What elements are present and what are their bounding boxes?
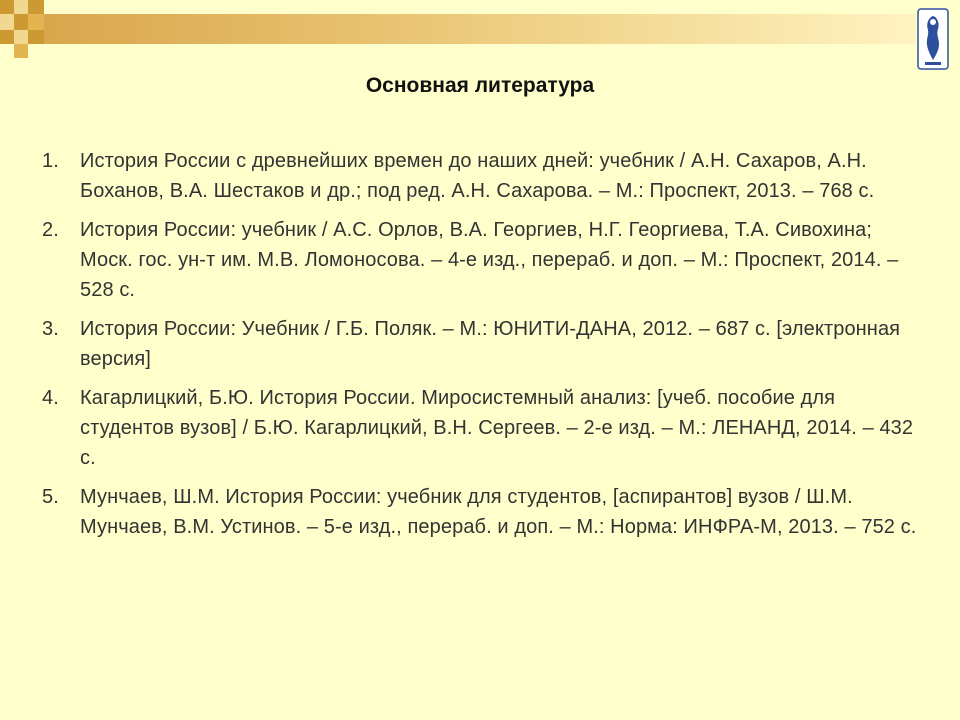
header-decoration: [0, 0, 960, 80]
list-item: [42, 314, 922, 374]
list-item-number: 2.: [42, 219, 59, 241]
list-item: [42, 215, 922, 305]
university-emblem-icon: [917, 8, 949, 70]
list-item-number: 4.: [42, 387, 59, 409]
list-item-number: 5.: [42, 486, 59, 508]
decor-square: [28, 30, 44, 44]
page-title: Основная литература: [365, 74, 595, 97]
decor-square: [28, 14, 44, 30]
list-item: [42, 146, 922, 206]
decor-square: [0, 14, 14, 30]
list-item-text: История России: учебник / А.С. Орлов, В.А. Георгиев, Н.Г. Георгиева, Т.А. Сивохина; Моск. гос. ун-т им. М.В. Ломоносова. – 4-е изд., перераб. и доп. – М.: Проспект, 2014. – 528 с.: [80, 219, 899, 301]
decor-square: [14, 0, 28, 14]
list-item-text: История России с древнейших времен до наших дней: учебник / А.Н. Сахаров, А.Н. Боханов, В.А. Шестаков и др.; под ред. А.Н. Сахарова. – М.: Проспект, 2013. – 768 с.: [80, 150, 875, 202]
list-item-text: Мунчаев, Ш.М. История России: учебник для студентов, [аспирантов] вузов / Ш.М. Мунчаев, В.М. Устинов. – 5-е изд., перераб. и доп. – М.: Норма: ИНФРА-М, 2013. – 752 с.: [80, 486, 917, 538]
decor-square: [0, 0, 14, 14]
list-item: [42, 482, 922, 542]
list-item-text: Кагарлицкий, Б.Ю. История России. Миросистемный анализ: [учеб. пособие для студентов вузов] / Б.Ю. Кагарлицкий, В.Н. Сергеев. – 2-е изд. – М.: ЛЕНАНД, 2014. – 432 с.: [80, 387, 914, 469]
list-item-number: 1.: [42, 150, 59, 172]
list-item-text: История России: Учебник / Г.Б. Поляк. – М.: ЮНИТИ-ДАНА, 2012. – 687 с. [электронная версия]: [80, 318, 901, 370]
decor-square: [0, 30, 14, 44]
references-list: [42, 146, 922, 551]
list-item-number: 3.: [42, 318, 59, 340]
decor-square: [14, 44, 28, 58]
decor-square: [14, 14, 28, 30]
decor-square: [14, 30, 28, 44]
gradient-bar: [44, 14, 916, 44]
list-item: [42, 383, 922, 473]
decor-square: [28, 0, 44, 14]
